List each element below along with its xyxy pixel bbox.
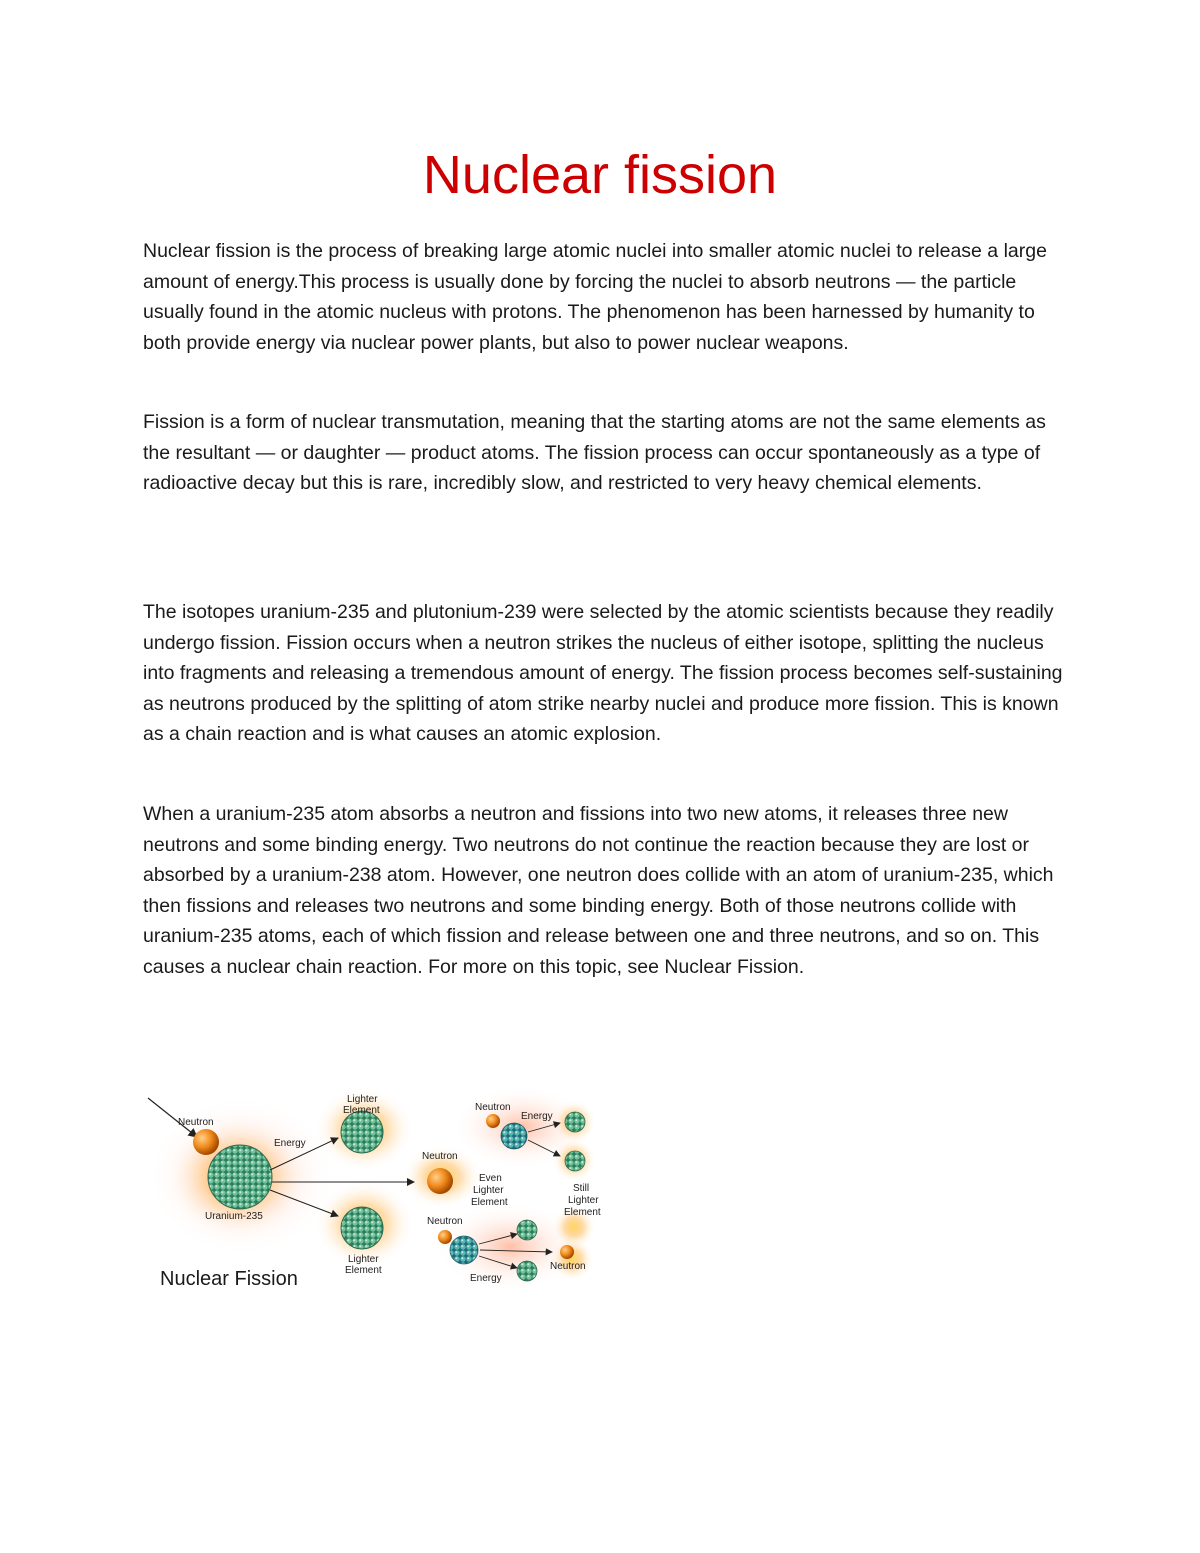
label-lighter-bottom-1: Lighter — [348, 1254, 379, 1265]
label-still-3: Element — [564, 1207, 601, 1218]
label-lighter-top-2: Element — [343, 1105, 380, 1116]
label-lighter-top-1: Lighter — [347, 1094, 378, 1105]
label-neutron-in: Neutron — [178, 1117, 214, 1128]
label-energy-top: Energy — [521, 1111, 553, 1122]
label-even-2: Lighter — [473, 1185, 504, 1196]
label-still-1: Still — [573, 1183, 590, 1194]
nuclear-fission-diagram — [142, 1082, 602, 1296]
label-energy-lower: Energy — [470, 1273, 502, 1284]
page-title: Nuclear fission — [422, 145, 778, 205]
paragraph-intro: Nuclear fission is the process of breaking large atomic nuclei into smaller atomic nuclei to release a large amount of energy.This process is usually done by forcing the nuclei to absorb neutrons — the particle usually found in the atomic nucleus with protons. The phenomenon has been harnessed by humanity to both provide energy via nuclear power plants, but also to power nuclear weapons. — [143, 240, 1047, 354]
label-even-1: Even — [479, 1173, 502, 1184]
label-neutron-top: Neutron — [475, 1102, 511, 1113]
label-uranium: Uranium-235 — [205, 1211, 263, 1222]
paragraph-chain-reaction: When a uranium-235 atom absorbs a neutron and fissions into two new atoms, it releases three new neutrons and some binding energy. Two neutrons do not continue the reaction because they are lost or absorbed by a uranium-238 atom. However, one neutron does collide with an atom of uranium-235, which then fissions and releases two neutrons and some binding energy. Both of those neutrons collide with uranium-235 atoms, each of which fission and release between one and three neutrons, and so on. This causes a nuclear chain reaction. For more on this topic, see Nuclear Fission. — [143, 803, 1054, 978]
label-neutron-mid: Neutron — [422, 1151, 458, 1162]
figure-caption: Nuclear Fission — [160, 1268, 298, 1290]
label-neutron-out: Neutron — [550, 1261, 586, 1272]
paragraph-isotopes: The isotopes uranium-235 and plutonium-239 were selected by the atomic scientists because they readily undergo fission. Fission occurs when a neutron strikes the nucleus of either isotope, splitting the nucleus into fragments and releasing a tremendous amount of energy. The fission process becomes self-sustaining as neutrons produced by the splitting of atom strike nearby nuclei and produce more fission. This is known as a chain reaction and is what causes an atomic explosion. — [143, 601, 1063, 745]
label-energy-main: Energy — [274, 1138, 306, 1149]
label-even-3: Element — [471, 1197, 508, 1208]
label-lighter-bottom-2: Element — [345, 1265, 382, 1276]
label-neutron-lower: Neutron — [427, 1216, 463, 1227]
paragraph-transmutation: Fission is a form of nuclear transmutation, meaning that the starting atoms are not the same elements as the resultant — or daughter — product atoms. The fission process can occur spontaneously as a type of radioactive decay but this is rare, incredibly slow, and restricted to very heavy chemical elements. — [143, 411, 1046, 494]
label-still-2: Lighter — [568, 1195, 599, 1206]
